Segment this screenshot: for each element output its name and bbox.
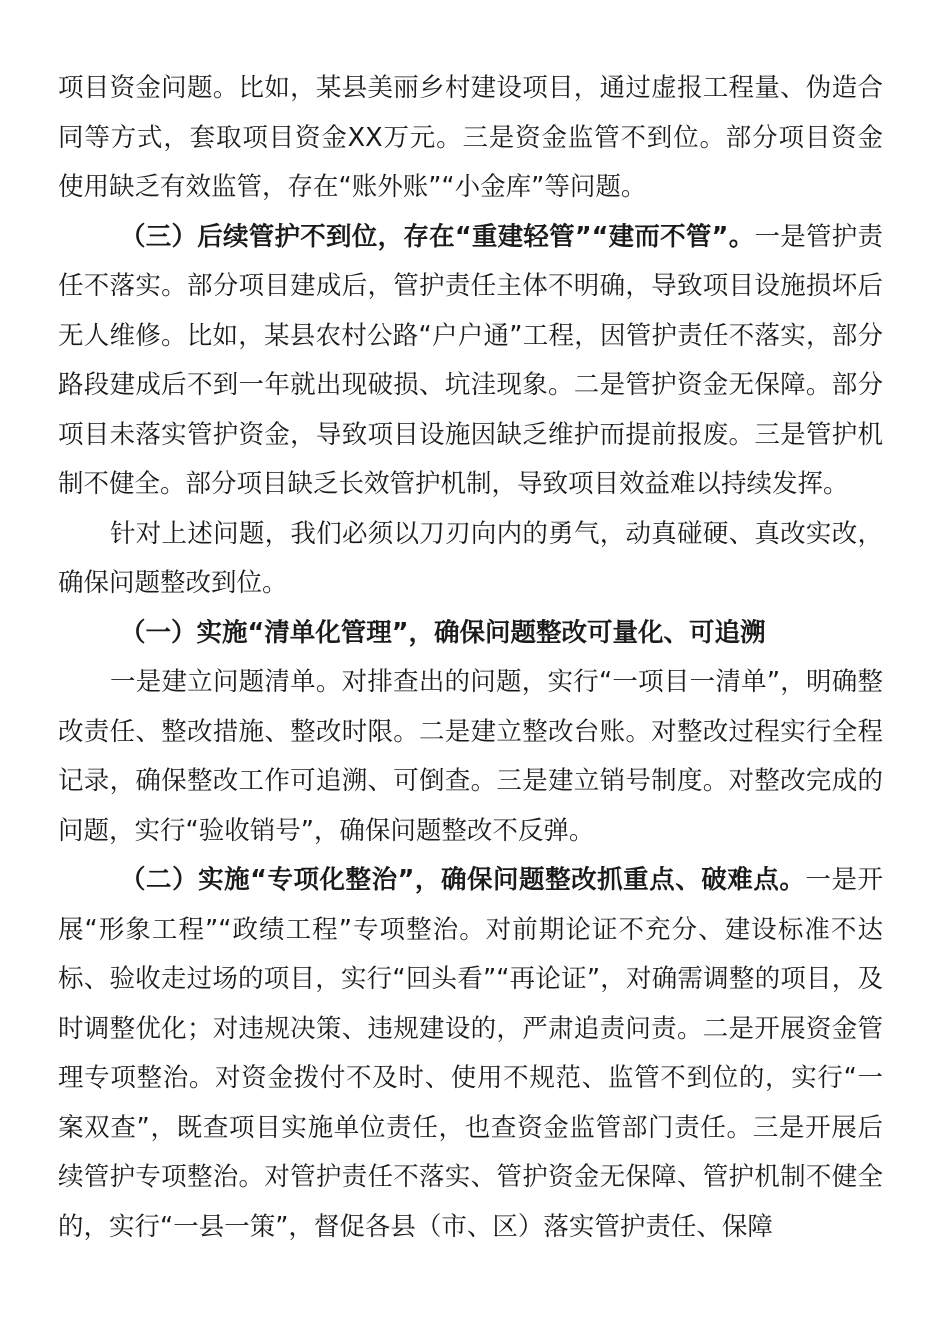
- paragraph-maintenance: [58, 213, 883, 510]
- paragraph-checklist: 一是建立问题清单。对排查出的问题，实行“一项目一清单”，明确整改责任、整改措施、整改时限。二是建立整改台账。对整改过程实行全程记录，确保整改工作可追溯、可倒查。三是建立销号制度。对整改完成的问题，实行“验收销号”，确保问题整改不反弹。: [58, 667, 883, 846]
- paragraph-special-rectification-body: 一是开展“形象工程”“政绩工程”专项整治。对前期论证不充分、建设标准不达标、验收走过场的项目，实行“回头看”“再论证”，对确需调整的项目，及时调整优化；对违规决策、违规建设的，严肃追责问责。二是开展资金管理专项整治。对资金拨付不及时、使用不规范、监管不到位的，实行“一案双查”，既查项目实施单位责任，也查资金监管部门责任。三是开展后续管护专项整治。对管护责任不落实、管护资金无保障、管护机制不健全的，实行“一县一策”，督促各县（市、区）落实管护责任、保障: [58, 865, 883, 1242]
- paragraph-special-rectification: [58, 856, 883, 1252]
- paragraph-rectification-intro: 针对上述问题，我们必须以刀刃向内的勇气，动真碰硬、真改实改，确保问题整改到位。: [58, 518, 883, 598]
- section-heading-special-rectification: （二）实施“专项化整治”，确保问题整改抓重点、破难点。: [120, 865, 806, 895]
- paragraph-maintenance-body: 一是管护责任不落实。部分项目建成后，管护责任主体不明确，导致项目设施损坏后无人维修。比如，某县农村公路“户户通”工程，因管护责任不落实，部分路段建成后不到一年就出现破损、坑洼现象。二是管护资金无保障。部分项目未落实管护资金，导致项目设施因缺乏维护而提前报废。三是管护机制不健全。部分项目缺乏长效管护机制，导致项目效益难以持续发挥。: [58, 221, 883, 499]
- section-heading-checklist: （一）实施“清单化管理”，确保问题整改可量化、可追溯: [120, 617, 766, 648]
- paragraph-funding-issues: 项目资金问题。比如，某县美丽乡村建设项目，通过虚报工程量、伪造合同等方式，套取项目资金XX万元。三是资金监管不到位。部分项目资金使用缺乏有效监管，存在“账外账”“小金库”等问题。: [58, 73, 883, 202]
- document-page: [58, 64, 883, 1252]
- section-heading-maintenance: （三）后续管护不到位，存在“重建轻管”“建而不管”。: [120, 221, 755, 252]
